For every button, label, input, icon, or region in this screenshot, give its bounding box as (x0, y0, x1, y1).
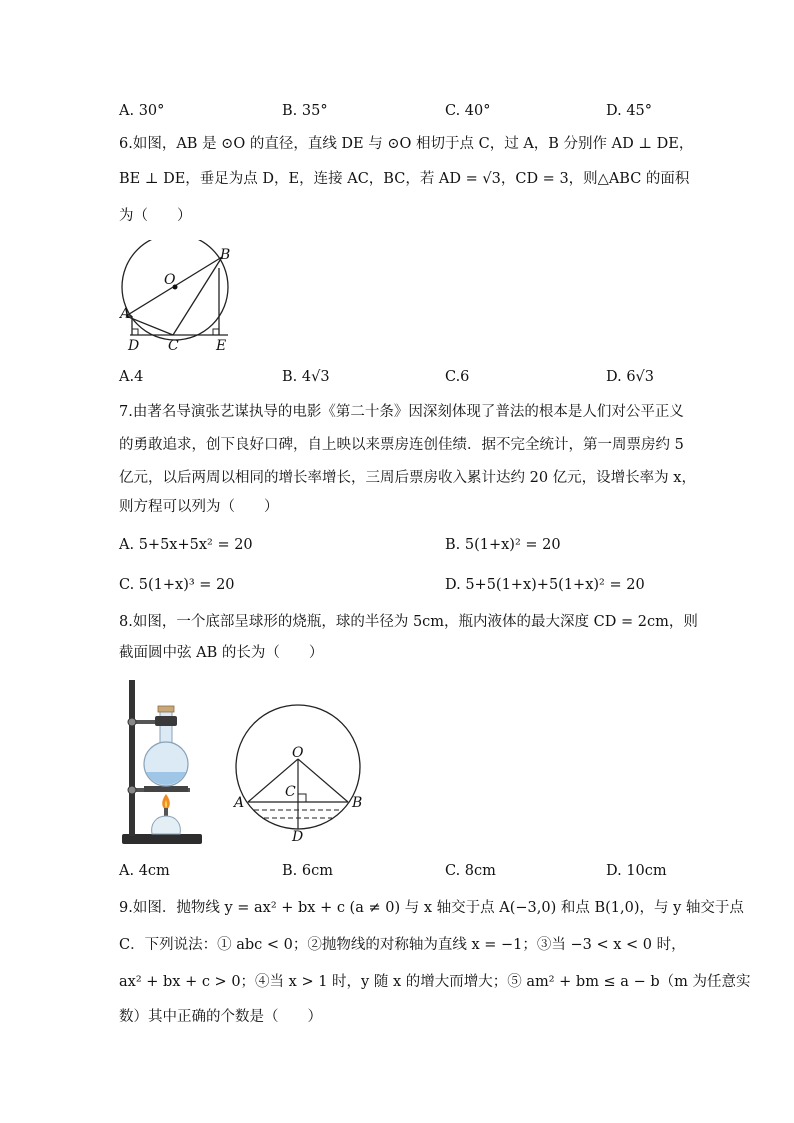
q5-option-a: A. 30° (119, 103, 165, 119)
q7-option-c: C. 5(1+x)³ = 20 (119, 577, 235, 593)
q7-stem-line4: 则方程可以列为（ ） (119, 499, 279, 515)
q8-option-a: A. 4cm (119, 863, 170, 879)
q8-label-b: B (352, 795, 363, 811)
q5-option-b: B. 35° (282, 103, 328, 119)
q6-option-b: B. 4√3 (282, 369, 330, 385)
q6-option-d: D. 6√3 (606, 369, 655, 385)
q6-option-a: A.4 (119, 369, 144, 385)
q6-stem-line3: 为（ ） (119, 208, 192, 224)
q7-option-a: A. 5+5x+5x² = 20 (119, 537, 253, 553)
q9-stem-line2: C．下列说法：① abc < 0；②抛物线的对称轴为直线 x = −1；③当 −3 < x < 0 时， (119, 937, 686, 953)
q7-stem-line1: 7.由著名导演张艺谋执导的电影《第二十条》因深刻体现了普法的根本是人们对公平正义 (119, 404, 684, 420)
q9-stem-line1: 9.如图．抛物线 y = ax² + bx + c (a ≠ 0) 与 x 轴交于点 A(−3,0) 和点 B(1,0)，与 y 轴交于点 (119, 900, 744, 916)
q6-circle-figure (116, 240, 241, 355)
q7-option-d: D. 5+5(1+x)+5(1+x)² = 20 (445, 577, 645, 593)
q7-stem-line2: 的勇敢追求，创下良好口碑，自上映以来票房连创佳绩．据不完全统计，第一周票房约 5 (119, 437, 684, 453)
q8-label-a: A (234, 795, 245, 811)
q6-label-c: C (168, 338, 179, 354)
q6-stem-line1: 6.如图，AB 是 ⊙O 的直径，直线 DE 与 ⊙O 相切于点 C，过 A，B 分别作 AD ⊥ DE， (119, 136, 694, 152)
q8-label-c: C (285, 784, 296, 800)
q8-option-b: B. 6cm (282, 863, 333, 879)
q6-label-o: O (164, 272, 176, 288)
q6-label-d: D (128, 338, 140, 354)
q7-stem-line3: 亿元，以后两周以相同的增长率增长，三周后票房收入累计达约 20 亿元，设增长率为 x， (119, 470, 696, 486)
flask-stand-illustration (118, 676, 206, 848)
q5-option-d: D. 45° (606, 103, 653, 119)
q7-option-b: B. 5(1+x)² = 20 (445, 537, 561, 553)
q8-stem-line1: 8.如图，一个底部呈球形的烧瓶，球的半径为 5cm，瓶内液体的最大深度 CD = 2cm，则 (119, 614, 698, 630)
q9-stem-line3: ax² + bx + c > 0；④当 x > 1 时，y 随 x 的增大而增大；⑤ am² + bm ≤ a − b（m 为任意实 (119, 974, 751, 990)
q6-label-a: A (120, 306, 131, 322)
q5-option-c: C. 40° (445, 103, 491, 119)
q8-label-d: D (292, 829, 304, 845)
q6-label-e: E (216, 338, 227, 354)
q9-stem-line4: 数）其中正确的个数是（ ） (119, 1009, 322, 1025)
q8-option-c: C. 8cm (445, 863, 496, 879)
q6-option-c: C.6 (445, 369, 470, 385)
q8-option-d: D. 10cm (606, 863, 667, 879)
q6-stem-line2: BE ⊥ DE，垂足为点 D，E，连接 AC，BC，若 AD = √3，CD = 3，则△ABC 的面积 (119, 171, 690, 187)
q6-label-b: B (220, 247, 231, 263)
q8-stem-line2: 截面圆中弦 AB 的长为（ ） (119, 645, 324, 661)
q8-label-o: O (292, 745, 304, 761)
q8-circle-figure (228, 695, 370, 847)
